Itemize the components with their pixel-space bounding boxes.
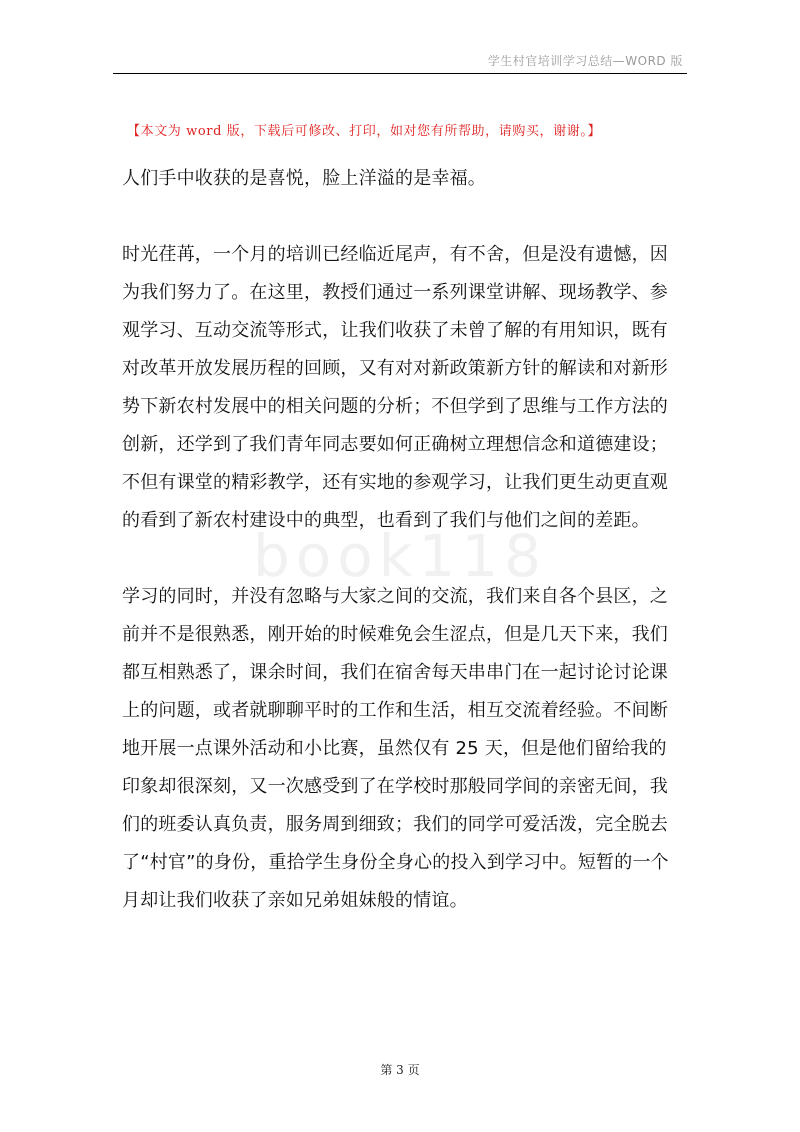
text-line: 势下新农村发展中的相关问题的分析；不但学到了思维与工作方法的	[122, 396, 668, 417]
text-line: 创新，还学到了我们青年同志要如何正确树立理想信念和道德建设；	[122, 434, 668, 455]
paragraph-gap	[122, 198, 678, 236]
text-line: 们的班委认真负责，服务周到细致；我们的同学可爱活泼，完全脱去	[122, 814, 668, 835]
paragraph	[122, 160, 678, 198]
text-line: 月却让我们收获了亲如兄弟姐妹般的情谊。	[122, 890, 468, 911]
text-line: 为我们努力了。在这里，教授们通过一系列课堂讲解、现场教学、参	[122, 282, 668, 303]
text-line: 观学习、互动交流等形式，让我们收获了未曾了解的有用知识，既有	[122, 320, 668, 341]
text-line: 对改革开放发展历程的回顾，又有对对新政策新方针的解读和对新形	[122, 358, 668, 379]
text-line: 都互相熟悉了，课余时间，我们在宿舍每天串串门在一起讨论讨论课	[122, 662, 668, 683]
text-line: 地开展一点课外活动和小比赛，虽然仅有 25 天，但是他们留给我的	[122, 738, 667, 759]
header-title: 学生村官培训学习总结—WORD 版	[487, 54, 683, 68]
text-line: 了“村官”的身份，重拾学生身份全身心的投入到学习中。短暂的一个	[122, 852, 669, 873]
page-number: 第 3 页	[380, 1063, 420, 1077]
text-line: 人们手中收获的是喜悦，脸上洋溢的是幸福。	[122, 168, 486, 189]
paragraph	[122, 236, 678, 540]
paragraph-gap	[122, 540, 678, 578]
text-line: 上的问题，或者就聊聊平时的工作和生活，相互交流着经验。不间断	[122, 700, 668, 721]
text-line: 的看到了新农村建设中的典型，也看到了我们与他们之间的差距。	[122, 510, 650, 531]
text-line: 不但有课堂的精彩教学，还有实地的参观学习，让我们更生动更直观	[122, 472, 668, 493]
header-rule	[113, 73, 687, 74]
document-body	[122, 160, 678, 920]
text-line: 前并不是很熟悉，刚开始的时候难免会生涩点，但是几天下来，我们	[122, 624, 668, 645]
text-line: 时光荏苒，一个月的培训已经临近尾声，有不舍，但是没有遗憾，因	[122, 244, 668, 265]
text-line: 学习的同时，并没有忽略与大家之间的交流，我们来自各个县区，之	[122, 586, 668, 607]
text-line: 印象却很深刻，又一次感受到了在学校时那般同学间的亲密无间，我	[122, 776, 668, 797]
watermark: book118	[252, 522, 548, 590]
paragraph	[122, 578, 678, 920]
purchase-notice: 【本文为 word 版，下载后可修改、打印，如对您有所帮助，请购买，谢谢。】	[127, 124, 602, 139]
